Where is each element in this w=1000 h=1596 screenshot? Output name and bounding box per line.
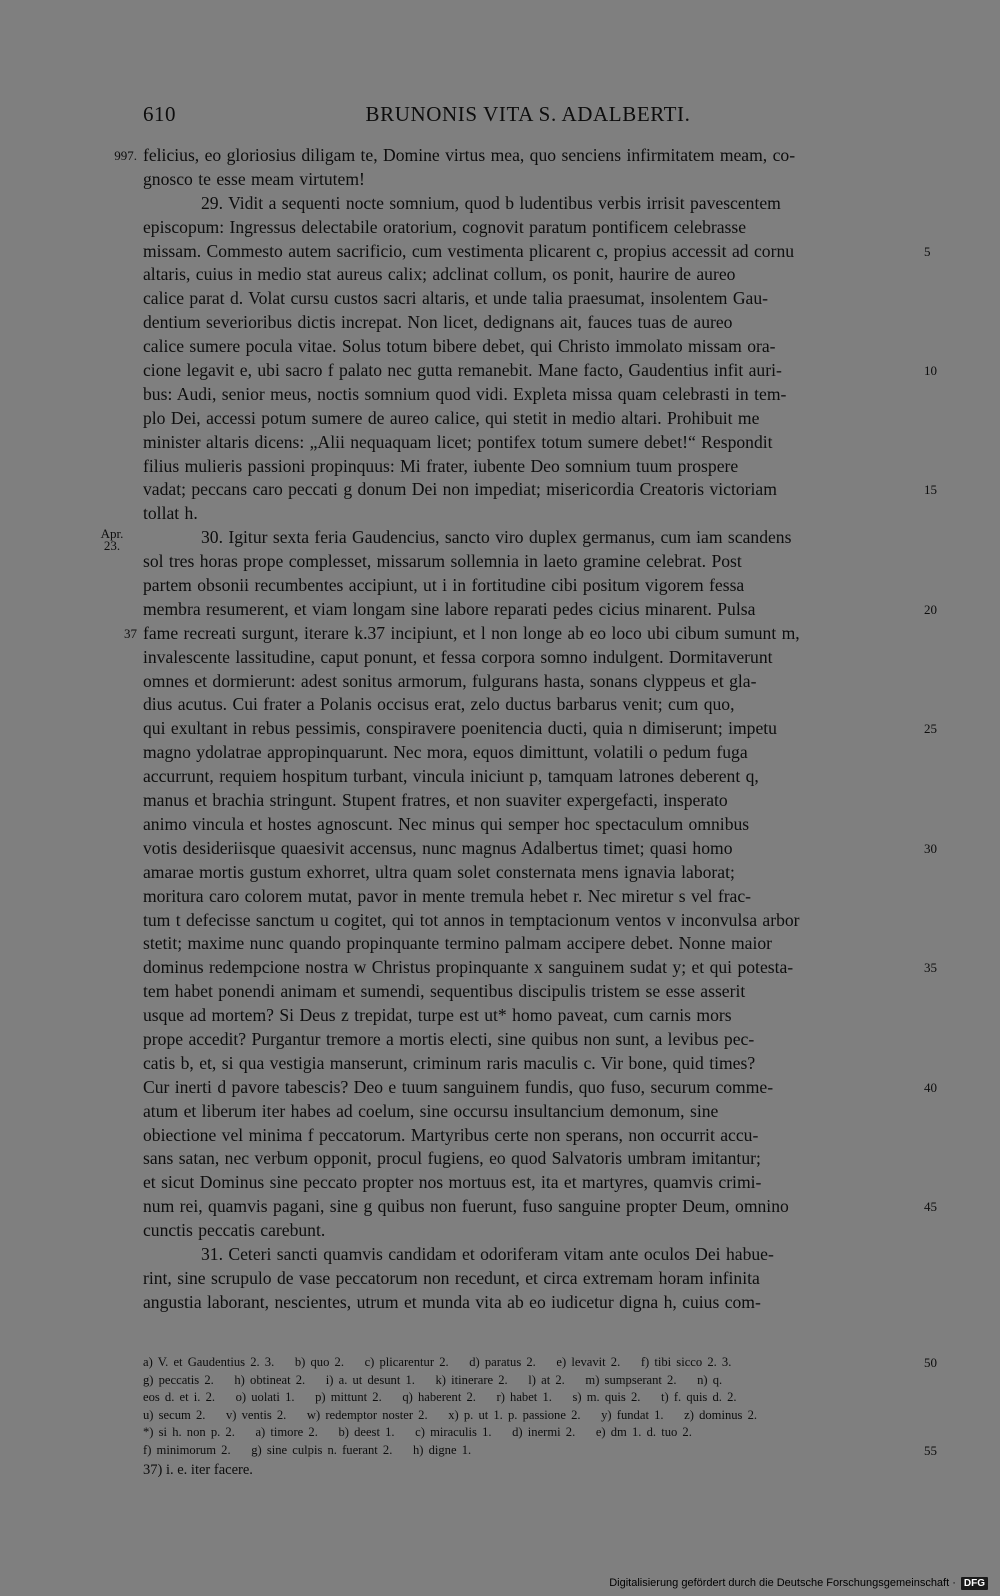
line-text: tum t defecisse sanctum u cogitet, qui tot annos in temptacionum ventos v inconvulsa arbor bbox=[143, 909, 800, 930]
line-text: missam. Commesto autem sacrificio, cum vestimenta plicarent c, propius accessit ad cornu bbox=[143, 240, 795, 261]
text-line bbox=[143, 980, 913, 1004]
footnote-text: g) peccatis 2. h) obtineat 2. i) a. ut desunt 1. k) itinerare 2. l) at 2. m) sumpserant 2. n) q. bbox=[143, 1372, 723, 1387]
line-text: obiectione vel minima f peccatorum. Martyribus certe non sperans, non occurrit accu- bbox=[143, 1124, 759, 1145]
line-text: altaris, cuius in medio stat aureus calix; adclinat collum, os ponit, haurire de aureo bbox=[143, 264, 736, 285]
line-text: dominus redempcione nostra w Christus propinquante x sanguinem sudat y; et qui potesta- bbox=[143, 957, 794, 978]
footnote-text: eos d. et i. 2. o) uolati 1. p) mittunt 2. q) haberent 2. r) habet 1. s) m. quis 2. t) f. quis d. 2. bbox=[143, 1390, 737, 1405]
text-line bbox=[143, 311, 913, 335]
line-number: 40 bbox=[924, 1079, 937, 1095]
text-line bbox=[143, 240, 931, 264]
text-line bbox=[143, 861, 913, 885]
text-line bbox=[143, 502, 913, 526]
line-number: 10 bbox=[924, 363, 937, 379]
text-line bbox=[143, 598, 937, 622]
line-text: qui exultant in rebus pessimis, conspiravere poenitencia ducti, quia n dimiserunt; impetu bbox=[143, 718, 777, 739]
text-line bbox=[143, 383, 913, 407]
line-text: magno ydolatrae appropinquarunt. Nec mora, equos dimittunt, volatili o pedum fuga bbox=[143, 742, 748, 763]
text-line bbox=[143, 646, 913, 670]
line-text: tem habet ponendi animam et sumendi, sequentibus discipulis tristem se esse asserit bbox=[143, 981, 746, 1002]
line-text: invalescente lassitudine, caput ponunt, et fessa corpora somno indulgent. Dormitaverunt bbox=[143, 646, 773, 667]
text-line bbox=[143, 359, 937, 383]
text-line bbox=[143, 932, 913, 956]
text-line bbox=[143, 550, 913, 574]
text-line bbox=[143, 574, 913, 598]
date-month: Apr. bbox=[100, 526, 124, 542]
line-text: catis b, et, si qua vestigia manserunt, criminum raris maculis c. Vir bone, quid times? bbox=[143, 1052, 756, 1073]
footnote-line bbox=[143, 1389, 913, 1407]
line-text: Cur inerti d pavore tabescis? Deo e tuum sanguinem fundis, quo fuso, securum comme- bbox=[143, 1076, 774, 1097]
line-text: angustia laborant, nescientes, utrum et munda vita ab eo iudicetur digna h, cuius com- bbox=[143, 1291, 761, 1312]
text-line bbox=[143, 1267, 913, 1291]
date-day: 23. bbox=[103, 538, 121, 554]
footnote-text: *) si h. non p. 2. a) timore 2. b) deest 1. c) miraculis 1. d) inermi 2. e) dm 1. d. tuo 2. bbox=[143, 1425, 692, 1440]
line-text: calice sumere pocula vitae. Solus totum bibere debet, qui Christo immolato missam ora- bbox=[143, 336, 776, 357]
line-text: gnosco te esse meam virtutem! bbox=[143, 168, 365, 189]
line-text: membra resumerent, et viam longam sine labore reparati pedes cicius minarent. Pulsa bbox=[143, 598, 756, 619]
text-line bbox=[143, 837, 937, 861]
dfg-logo: DFG bbox=[961, 1577, 988, 1590]
page-number: 610 bbox=[143, 102, 176, 126]
footnote-line bbox=[143, 1442, 937, 1460]
line-text: votis desideriisque quaesivit accensus, nunc magnus Adalbertus timet; quasi homo bbox=[143, 837, 733, 858]
main-text bbox=[100, 144, 937, 1315]
line-number: 20 bbox=[924, 601, 937, 617]
footnote-text: a) V. et Gaudentius 2. 3. b) quo 2. c) plicarentur 2. d) paratus 2. e) levavit 2. f) tibi sicco 2. 3. bbox=[143, 1355, 732, 1369]
text-line bbox=[143, 478, 937, 502]
line-text: atum et liberum iter habes ad coelum, sine occursu insultancium demonum, sine bbox=[143, 1100, 719, 1121]
line-text: manus et brachia stringunt. Stupent fratres, et non suaviter expergefacti, insperato bbox=[143, 790, 728, 811]
line-text: et sicut Dominus sine peccato propter nos mortuus est, ita et martyres, quamvis crimi- bbox=[143, 1172, 762, 1193]
line-text: amarae mortis gustum exhorret, ultra quam solet consternata mens ignavia laborat; bbox=[143, 861, 735, 882]
line-text: accurrunt, requiem hospitum turbant, vincula iniciunt p, tamquam latrones deberent q, bbox=[143, 766, 759, 787]
text-line bbox=[143, 670, 913, 694]
line-text: num rei, quamvis pagani, sine g quibus non fuerunt, fuso sanguine propter Deum, omnino bbox=[143, 1196, 789, 1217]
text-line bbox=[143, 1100, 913, 1124]
line-text: usque ad mortem? Si Deus z trepidat, turpe est ut* homo paveat, cum carnis mors bbox=[143, 1005, 732, 1026]
text-line bbox=[143, 1243, 913, 1267]
footnote-text: f) minimorum 2. g) sine culpis n. fuerant 2. h) digne 1. bbox=[143, 1442, 472, 1457]
footnote-line bbox=[143, 1407, 913, 1425]
text-line bbox=[143, 717, 937, 741]
line-text: cunctis peccatis carebunt. bbox=[143, 1220, 326, 1241]
footnote-line bbox=[143, 1354, 937, 1372]
footer-text: Digitalisierung gefördert durch die Deutsche Forschungsgemeinschaft · bbox=[609, 1577, 956, 1589]
text-line bbox=[143, 407, 913, 431]
text-line bbox=[143, 1147, 913, 1171]
text-line bbox=[143, 909, 913, 933]
line-text: 29. Vidit a sequenti nocte somnium, quod b ludentibus verbis irrisit pavescentem bbox=[201, 192, 781, 213]
running-title: BRUNONIS VITA S. ADALBERTI. bbox=[365, 102, 691, 126]
line-number: 5 bbox=[924, 243, 931, 259]
line-text: filius mulieris passioni propinquus: Mi frater, iubente Deo somnium tuum prospere bbox=[143, 455, 739, 476]
text-line bbox=[100, 526, 913, 554]
line-text: vadat; peccans caro peccati g donum Dei non impediat; misericordia Creatoris victoriam bbox=[143, 479, 777, 500]
line-text: prope accedit? Purgantur tremore a mortis electi, sine quibus non sunt, a levibus pec- bbox=[143, 1028, 755, 1049]
text-line bbox=[143, 1124, 913, 1148]
text-line bbox=[143, 1004, 913, 1028]
text-line bbox=[143, 813, 913, 837]
line-text: sol tres horas prope complesset, missarum sollemnia in laeto gramine celebrat. Post bbox=[143, 551, 742, 572]
line-text: rint, sine scrupulo de vase peccatorum non recedunt, et circa extremam horam infinita bbox=[143, 1267, 760, 1288]
editor-note: 37) i. e. iter facere. bbox=[143, 1462, 253, 1478]
text-line bbox=[143, 335, 913, 359]
line-number: 30 bbox=[924, 840, 937, 856]
footnotes bbox=[143, 1354, 937, 1460]
text-line bbox=[143, 1052, 913, 1076]
text-line bbox=[143, 741, 913, 765]
line-text: animo vincula et hostes agnoscunt. Nec minus qui semper hoc spectaculum omnibus bbox=[143, 813, 750, 834]
text-line bbox=[143, 1195, 937, 1219]
line-number: 35 bbox=[924, 960, 937, 976]
text-line bbox=[143, 1171, 913, 1195]
text-line bbox=[143, 885, 913, 909]
line-text: calice parat d. Volat cursu custos sacri altaris, et unde talia praesumat, insolentem Gau- bbox=[143, 288, 768, 309]
text-line bbox=[143, 263, 913, 287]
text-line bbox=[143, 1076, 937, 1100]
line-number: 45 bbox=[924, 1199, 937, 1215]
line-text: felicius, eo gloriosius diligam te, Domine virtus mea, quo senciens infirmitatem meam, co- bbox=[143, 145, 796, 165]
text-line bbox=[143, 765, 913, 789]
footnote-line bbox=[143, 1372, 913, 1390]
footnote-text: u) secum 2. v) ventis 2. w) redemptor noster 2. x) p. ut 1. p. passione 2. y) fundat 1. z) dominus 2. bbox=[143, 1407, 758, 1422]
text-line bbox=[143, 693, 913, 717]
line-text: bus: Audi, senior meus, noctis somnium quod vidi. Expleta missa quam celebrasti in tem- bbox=[143, 383, 787, 404]
page-header bbox=[143, 102, 913, 126]
text-line bbox=[124, 622, 913, 646]
line-text: fame recreati surgunt, iterare k.37 incipiunt, et l non longe ab eo loco ubi cibum sumunt m, bbox=[143, 622, 800, 643]
line-text: plo Dei, accessi potum sumere de aureo calice, qui stetit in medio altari. Prohibuit me bbox=[143, 407, 760, 428]
date-margin-note bbox=[93, 528, 131, 552]
line-text: moritura caro colorem mutat, pavor in mente tremula hebet r. Nec miretur s vel frac- bbox=[143, 885, 752, 906]
footnote-line bbox=[143, 1424, 913, 1442]
text-line bbox=[143, 956, 937, 980]
text-line bbox=[143, 1028, 913, 1052]
line-number: 15 bbox=[924, 482, 937, 498]
text-line bbox=[143, 1219, 913, 1243]
line-text: episcopum: Ingressus delectabile oratorium, cognovit paratum pontificem celebrasse bbox=[143, 216, 747, 237]
line-text: stetit; maxime nunc quando propinquante termino palmam accipere debet. Nonne maior bbox=[143, 933, 773, 954]
footer bbox=[609, 1574, 988, 1592]
text-line bbox=[143, 1291, 913, 1315]
line-text: sans satan, nec verbum opponit, procul fugiens, eo quod Salvatoris umbram imitantur; bbox=[143, 1148, 761, 1169]
text-line bbox=[114, 144, 913, 168]
text-line bbox=[143, 192, 913, 216]
text-line bbox=[143, 789, 913, 813]
text-line bbox=[143, 431, 913, 455]
left-margin-note: 37 bbox=[124, 625, 137, 641]
line-text: minister altaris dicens: „Alii nequaquam licet; pontifex totum sumere debet!“ Respondit bbox=[143, 431, 773, 452]
line-number: 25 bbox=[924, 721, 937, 737]
line-text: tollat h. bbox=[143, 503, 198, 524]
line-text: dentium severioribus dictis increpat. Non licet, dedignans ait, fauces tuas de aureo bbox=[143, 312, 733, 333]
line-text: omnes et dormierunt: adest sonitus armorum, fulgurans hasta, sonans clyppeus et gla- bbox=[143, 670, 757, 691]
line-number: 55 bbox=[924, 1442, 937, 1458]
line-text: cione legavit e, ubi sacro f palato nec gutta remanebit. Mane facto, Gaudentius infit auri- bbox=[143, 360, 782, 381]
text-line bbox=[143, 168, 913, 192]
left-margin-note: 997. bbox=[114, 148, 137, 163]
line-number: 50 bbox=[924, 1355, 937, 1370]
text-line bbox=[143, 287, 913, 311]
text-line bbox=[143, 216, 913, 240]
line-text: 31. Ceteri sancti quamvis candidam et odoriferam vitam ante oculos Dei habue- bbox=[201, 1243, 774, 1264]
line-text: partem obsonii recumbentes accipiunt, ut i in fortitudine cibi positum vigorem fessa bbox=[143, 575, 745, 596]
line-text: dius acutus. Cui frater a Polanis occisus erat, zelo ductus barbarus venit; cum quo, bbox=[143, 694, 735, 715]
text-line bbox=[143, 455, 913, 479]
line-text: 30. Igitur sexta feria Gaudencius, sancto viro duplex germanus, cum iam scandens bbox=[201, 527, 792, 548]
